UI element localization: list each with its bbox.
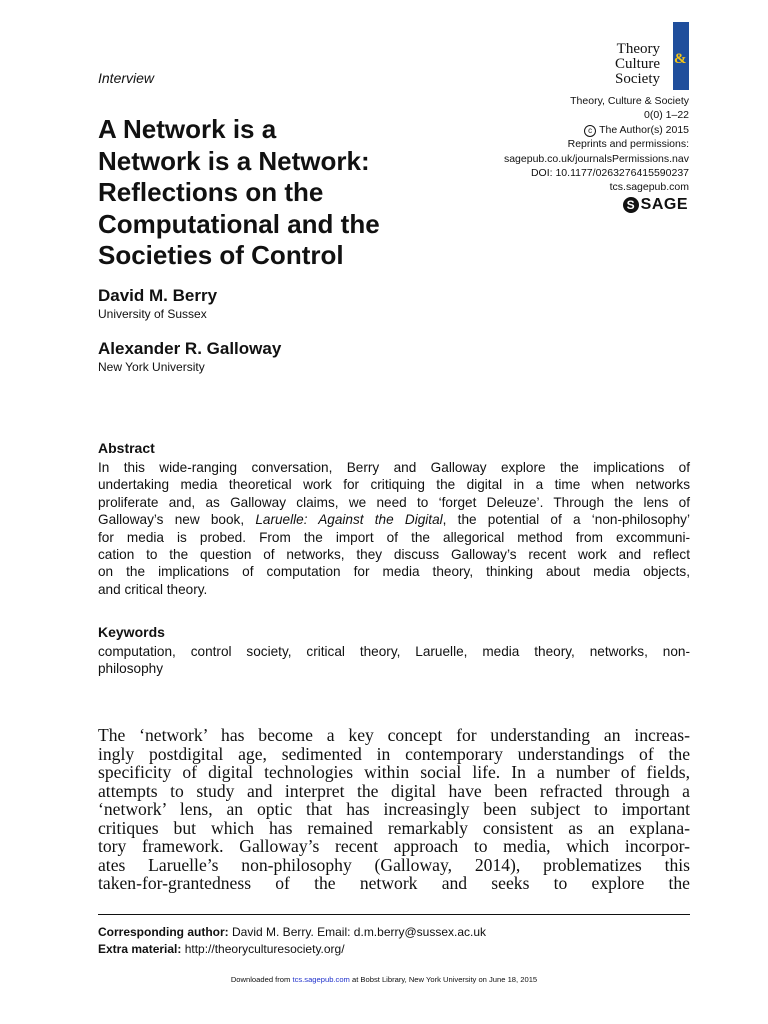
body-line: attempts to study and interpret the digital have been refracted through a <box>98 780 690 801</box>
logo-ampersand: & <box>674 51 687 67</box>
body-line: The ‘network’ has become a key concept for understanding an increas- <box>98 725 690 745</box>
keywords-text <box>98 643 690 678</box>
download-note-prefix: Downloaded from <box>230 975 293 984</box>
author-name: David M. Berry <box>98 286 218 305</box>
article-title <box>98 114 478 272</box>
title-line: A Network is a <box>98 114 277 144</box>
author-name: Alexander R. Galloway <box>98 339 282 358</box>
abstract-line: cation to the question of networks, they discuss Galloway’s recent work and reflect <box>98 547 690 563</box>
abstract-line: for media is probed. From the import of the allegorical method from excommuni- <box>98 529 690 545</box>
extra-material-link[interactable]: http://theoryculturesociety.org/ <box>181 942 345 956</box>
abstract-line: undertaking media theoretical work for critiquing the digital in a time when networks <box>98 477 690 493</box>
abstract-line: on the implications of computation for media theory, thinking about media objects, <box>98 564 690 580</box>
logo-word-culture: Culture <box>615 56 660 72</box>
download-source-link[interactable]: tcs.sagepub.com <box>292 975 350 984</box>
abstract-line-part: Galloway’s new book, <box>98 512 256 528</box>
title-line: Reflections on the <box>98 177 324 207</box>
download-note <box>0 975 768 984</box>
abstract-line-part: , the potential of a ‘non-philosophy’ <box>442 512 690 528</box>
body-line: ingly postdigital age, sedimented in contemporary understandings of the <box>98 743 690 764</box>
extra-material-note <box>98 941 486 958</box>
publication-info <box>449 94 689 195</box>
corresponding-author-note <box>98 924 486 941</box>
pub-reprints: Reprints and permissions: <box>567 138 689 151</box>
logo-word-society: Society <box>615 71 660 87</box>
sage-wordmark: SAGE <box>640 196 688 213</box>
footnotes <box>98 924 486 958</box>
download-note-suffix: at Bobst Library, New York University on June 18, 2015 <box>349 975 538 984</box>
pub-volume: 0(0) 1–22 <box>644 109 689 122</box>
abstract-line: In this wide-ranging conversation, Berry and Galloway explore the implications of <box>98 460 690 475</box>
logo-word-theory: Theory <box>616 41 660 57</box>
author-affiliation: New York University <box>98 360 205 374</box>
title-line: Societies of Control <box>98 240 344 270</box>
keywords-line: philosophy <box>98 661 163 677</box>
title-line: Computational and the <box>98 208 380 239</box>
pub-journal: Theory, Culture & Society <box>570 95 689 107</box>
body-line: tory framework. Galloway’s recent approach to media, which incorpor- <box>98 836 690 856</box>
pub-doi[interactable]: DOI: 10.1177/0263276415590237 <box>530 167 689 180</box>
pub-copyright <box>449 123 689 137</box>
body-line: specificity of digital technologies within social life. In a number of fields, <box>98 762 690 782</box>
body-paragraph <box>98 726 690 893</box>
body-line: ‘network’ lens, an optic that has increasingly been subject to important <box>98 799 690 819</box>
abstract-line <box>98 511 690 528</box>
body-line: critiques but which has remained remarkably consistent as an explana- <box>98 817 690 838</box>
extra-material-label: Extra material: <box>98 942 182 956</box>
abstract-line: and critical theory. <box>98 581 208 597</box>
pub-website[interactable]: tcs.sagepub.com <box>609 181 689 194</box>
body-line: ates Laruelle’s non-philosophy (Galloway, 2014), problematizes this <box>98 854 690 875</box>
sage-logo <box>623 196 688 214</box>
book-title: Laruelle: Against the Digital <box>255 512 443 528</box>
keywords-heading: Keywords <box>98 624 165 640</box>
corresponding-author-label: Corresponding author: <box>98 925 229 939</box>
corresponding-author-value[interactable]: David M. Berry. Email: d.m.berry@sussex.ac.uk <box>228 925 487 939</box>
sage-mark-icon: S <box>623 197 639 213</box>
article-type: Interview <box>98 70 155 86</box>
journal-logo <box>560 22 690 94</box>
body-line: taken-for-grantedness of the network and seeks to explore the <box>98 873 690 893</box>
title-line: Network is a Network: <box>98 145 370 176</box>
keywords-line: computation, control society, critical theory, Laruelle, media theory, networks, non- <box>98 644 690 659</box>
pub-permissions-url[interactable]: sagepub.co.uk/journalsPermissions.nav <box>503 152 689 165</box>
author-affiliation: University of Sussex <box>98 307 207 321</box>
abstract-line: proliferate and, as Galloway claims, we need to ‘forget Deleuze’. Through the lens of <box>98 494 690 510</box>
abstract-heading: Abstract <box>98 440 155 456</box>
copyright-icon: c <box>584 125 596 137</box>
pub-copyright-text: The Author(s) 2015 <box>599 123 689 136</box>
footnote-divider <box>98 914 690 915</box>
abstract-text <box>98 459 690 598</box>
